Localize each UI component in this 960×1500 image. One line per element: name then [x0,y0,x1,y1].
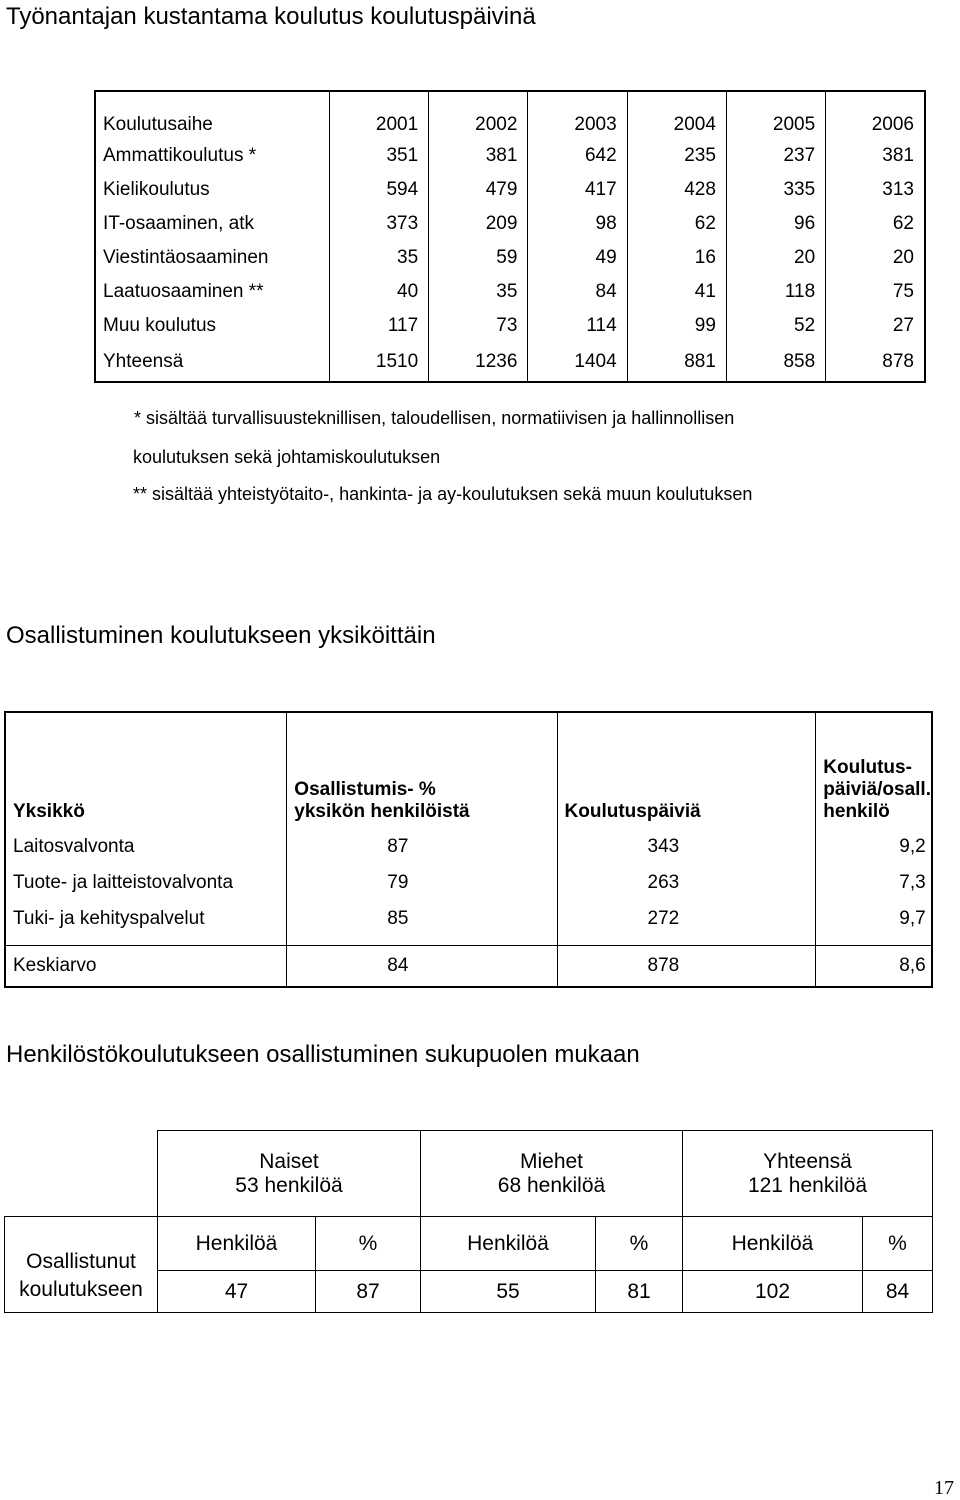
table-row [5,901,932,937]
table-cell: 62 [826,207,925,241]
average-label: Keskiarvo [5,946,287,988]
table-cell: 75 [826,275,925,309]
footnote-2: ** sisältää yhteistyötaito-, hankinta- ja ay-koulutuksen sekä muun koulutuksen [133,484,753,504]
table-cell: 35 [329,241,428,275]
table-cell: 263 [557,865,816,901]
table-cell: 41 [627,275,726,309]
table-cell: 428 [627,173,726,207]
table-row [95,309,925,343]
table-cell: 881 [627,343,726,382]
row-label: Viestintäosaaminen [95,241,329,275]
header-days-per-person [816,712,932,829]
unit-name: Tuote- ja laitteistovalvonta [5,865,287,901]
group-header-row [5,1131,933,1217]
row-label: Ammattikoulutus * [95,139,329,173]
table-cell: 343 [557,829,816,865]
table-cell: 1236 [429,343,528,382]
table-cell: 209 [429,207,528,241]
table-cell: 858 [726,343,825,382]
table-cell: 237 [726,139,825,173]
row-label: Muu koulutus [95,309,329,343]
spacer-cell [5,937,287,946]
header-year: 2002 [429,91,528,139]
table-cell: 272 [557,901,816,937]
table-cell: 381 [429,139,528,173]
section-heading-units: Osallistuminen koulutukseen yksiköittäin [6,622,436,649]
header-participation-line-1: Osallistumis- % [294,779,436,800]
unit-name: Tuki- ja kehityspalvelut [5,901,287,937]
table-cell: 40 [329,275,428,309]
table-cell: 79 [287,865,557,901]
table-cell: 99 [627,309,726,343]
table-cell: 20 [826,241,925,275]
table-cell: 98 [528,207,627,241]
footnote-1-line-2: koulutuksen sekä johtamiskoulutuksen [133,447,441,467]
header-days-per-person-line-1: Koulutus- [823,757,912,778]
table-cell: 9,2 [816,829,932,865]
table-cell: 81 [596,1271,683,1313]
table-cell: 55 [421,1271,596,1313]
participation-by-gender-table [4,1130,933,1313]
table-row [95,275,925,309]
header-year: 2005 [726,91,825,139]
table-cell: 20 [726,241,825,275]
subheader-cell: % [863,1217,933,1271]
participation-by-unit-table [4,711,933,988]
empty-cell [5,1131,158,1217]
group-name: Miehet [519,1149,584,1173]
group-total [683,1131,933,1217]
table-cell: 878 [557,946,816,988]
header-year: 2003 [528,91,627,139]
group-name: Yhteensä [763,1149,852,1173]
group-name: Naiset [259,1149,319,1173]
table-cell: 96 [726,207,825,241]
table-cell: 87 [287,829,557,865]
row-label: Yhteensä [95,343,329,382]
group-count: 53 henkilöä [235,1173,343,1197]
group-men [421,1131,683,1217]
table-cell: 8,6 [816,946,932,988]
subheader-cell: Henkilöä [158,1217,316,1271]
group-count: 68 henkilöä [497,1173,606,1197]
spacer-cell [816,937,932,946]
table-cell: 381 [826,139,925,173]
table-total-row [95,343,925,382]
page-number: 17 [934,1477,954,1499]
table-cell: 351 [329,139,428,173]
table-cell: 373 [329,207,428,241]
table-cell: 73 [429,309,528,343]
footnote-1-line-1: * sisältää turvallisuusteknillisen, taloudellisen, normatiivisen ja hallinnollisen [134,408,735,428]
table-header-row [5,712,932,829]
table-cell: 118 [726,275,825,309]
table-cell: 878 [826,343,925,382]
table-cell: 235 [627,139,726,173]
table-cell: 335 [726,173,825,207]
header-participation [287,712,557,829]
table-cell: 47 [158,1271,316,1313]
table-cell: 1404 [528,343,627,382]
header-unit: Yksikkö [5,712,287,829]
table-cell: 117 [329,309,428,343]
table-cell: 84 [528,275,627,309]
table-cell: 85 [287,901,557,937]
header-year: 2001 [329,91,428,139]
table-cell: 7,3 [816,865,932,901]
subheader-cell: Henkilöä [683,1217,863,1271]
table-cell: 417 [528,173,627,207]
table-cell: 84 [863,1271,933,1313]
table-cell: 49 [528,241,627,275]
table-row [95,173,925,207]
table-cell: 62 [627,207,726,241]
header-year: 2006 [826,91,925,139]
header-year: 2004 [627,91,726,139]
table-cell: 52 [726,309,825,343]
table-row [5,865,932,901]
header-participation-line-2: yksikön henkilöistä [294,801,470,822]
table-cell: 59 [429,241,528,275]
subheader-cell: % [316,1217,421,1271]
section-heading-gender: Henkilöstökoulutukseen osallistuminen sukupuolen mukaan [6,1041,640,1068]
table-cell: 102 [683,1271,863,1313]
header-days-per-person-line-3: henkilö [823,801,890,822]
table-row [95,139,925,173]
row-label-line-2: koulutukseen [19,1277,143,1301]
table-row [95,241,925,275]
page-title: Työnantajan kustantama koulutus koulutuspäivinä [6,3,536,30]
table-cell: 594 [329,173,428,207]
group-count: 121 henkilöä [747,1173,868,1197]
row-label [5,1217,158,1313]
row-label: IT-osaaminen, atk [95,207,329,241]
row-label-line-1: Osallistunut [26,1249,136,1273]
table-cell: 16 [627,241,726,275]
table-row [95,207,925,241]
table-row [5,829,932,865]
table-cell: 27 [826,309,925,343]
table-cell: 313 [826,173,925,207]
table-cell: 9,7 [816,901,932,937]
table-cell: 35 [429,275,528,309]
table-cell: 87 [316,1271,421,1313]
table-cell: 114 [528,309,627,343]
group-women [158,1131,421,1217]
table-cell: 642 [528,139,627,173]
spacer-cell [287,937,557,946]
spacer-row [5,937,932,946]
subheader-row [5,1217,933,1271]
table-header-row [95,91,925,139]
subheader-cell: Henkilöä [421,1217,596,1271]
table-cell: 479 [429,173,528,207]
table-cell: 84 [287,946,557,988]
table-cell: 1510 [329,343,428,382]
row-label: Kielikoulutus [95,173,329,207]
spacer-cell [557,937,816,946]
header-days-per-person-line-2: päiviä/osall. [823,779,931,800]
row-label: Laatuosaaminen ** [95,275,329,309]
training-days-table [94,90,926,383]
subheader-cell: % [596,1217,683,1271]
table-average-row [5,946,932,988]
header-training-days: Koulutuspäiviä [557,712,816,829]
unit-name: Laitosvalvonta [5,829,287,865]
header-topic: Koulutusaihe [95,91,329,139]
